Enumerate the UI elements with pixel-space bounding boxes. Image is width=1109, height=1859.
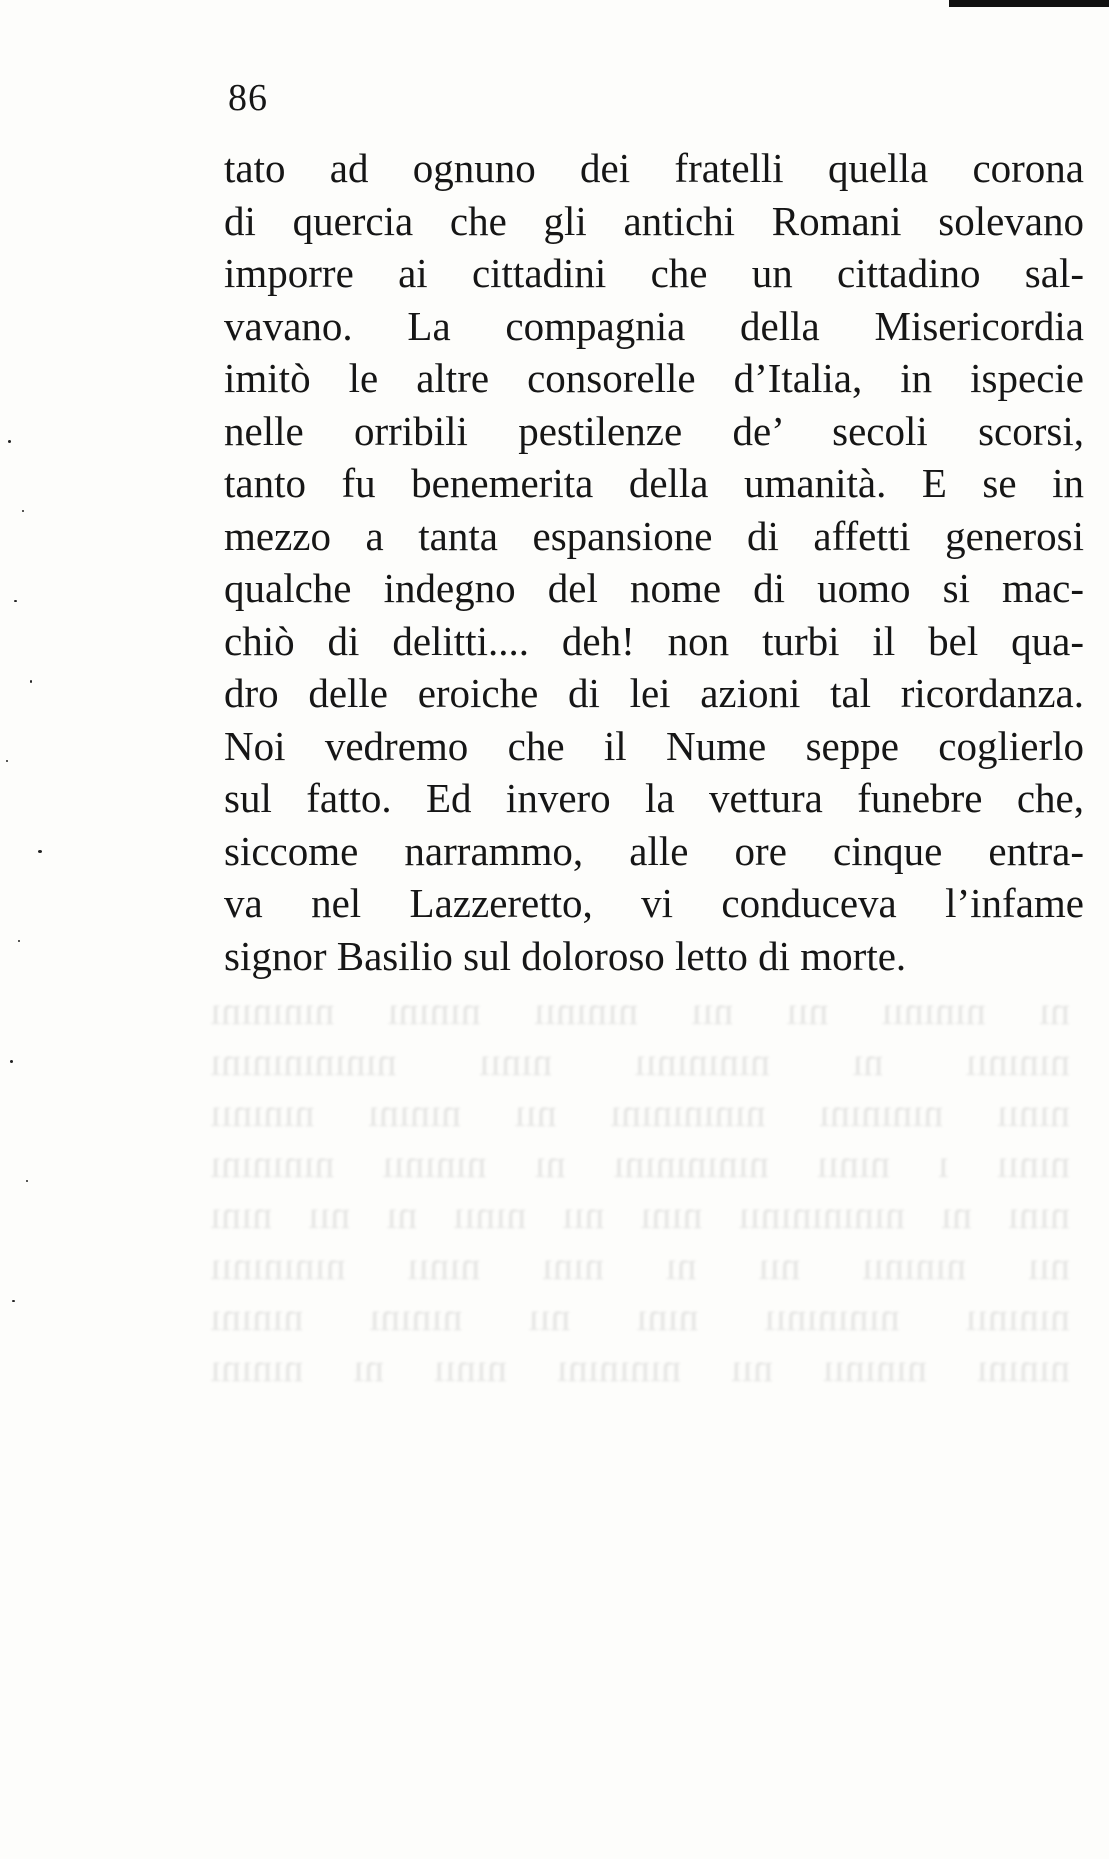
bleed-line: nınıı nınınını nınınınını nıı nınını nınınıı <box>210 1090 1070 1135</box>
text-line: dro delle eroiche di lei azioni tal ricordanza. <box>224 670 1084 716</box>
bleed-line: nınıı ı nınıı nınınınını nı nınınıı nınınını <box>210 1141 1070 1186</box>
text-line: nelle orribili pestilenze de’ secoli scorsi, <box>224 407 1084 454</box>
bleed-line: nınını nınınıı nıı nınınını nınıı nı nınını <box>210 1345 1070 1390</box>
text-line: sul fatto. Ed invero la vettura funebre che, <box>224 775 1084 821</box>
text-line: chiò di delitti.... deh! non turbi il bel qua- <box>224 617 1084 664</box>
scan-noise <box>0 420 60 1520</box>
text-line: mezzo a tanta espansione di affetti generosi <box>224 512 1084 559</box>
text-line: imitò le altre consorelle d’Italia, in ispecie <box>224 355 1084 401</box>
bleed-line: nını nı nınınınınıı nını nıı nınıı nı nıı nını <box>210 1192 1070 1237</box>
text-line: tanto fu benemerita della umanità. E se in <box>224 460 1084 506</box>
text-line: imporre ai cittadini che un cittadino sal- <box>224 250 1084 296</box>
bleed-line: nınınıı nınınınıı nını nıı nınını nınını <box>210 1294 1070 1339</box>
text-line: siccome narrammo, alle ore cinque entra- <box>224 827 1084 874</box>
top-edge-rule <box>949 0 1109 7</box>
text-line: vavano. La compagnia della Misericordia <box>224 302 1084 349</box>
text-line: Noi vedremo che il Nume seppe coglierlo <box>224 722 1084 769</box>
body-text <box>224 142 1084 982</box>
text-line: di quercia che gli antichi Romani solevano <box>224 197 1084 244</box>
text-line: signor Basilio sul doloroso letto di morte. <box>224 932 907 979</box>
page-number: 86 <box>228 77 268 119</box>
bleed-line: nıı nınınıı nıı nı nını nınıı nınınınıı <box>210 1243 1070 1288</box>
text-line: qualche indegno del nome di uomo si mac- <box>224 565 1084 611</box>
bleed-line: nınınıı nı nınınınıı nınıı nınınınınını <box>210 1039 1070 1084</box>
bleed-line: nı nınınıı nıı nıı nınınıı nınını nınınını <box>210 988 1070 1033</box>
show-through-text <box>210 985 1070 1415</box>
text-line: va nel Lazzeretto, vi conduceva l’infame <box>224 880 1084 926</box>
text-line: tato ad ognuno dei fratelli quella corona <box>224 145 1084 191</box>
